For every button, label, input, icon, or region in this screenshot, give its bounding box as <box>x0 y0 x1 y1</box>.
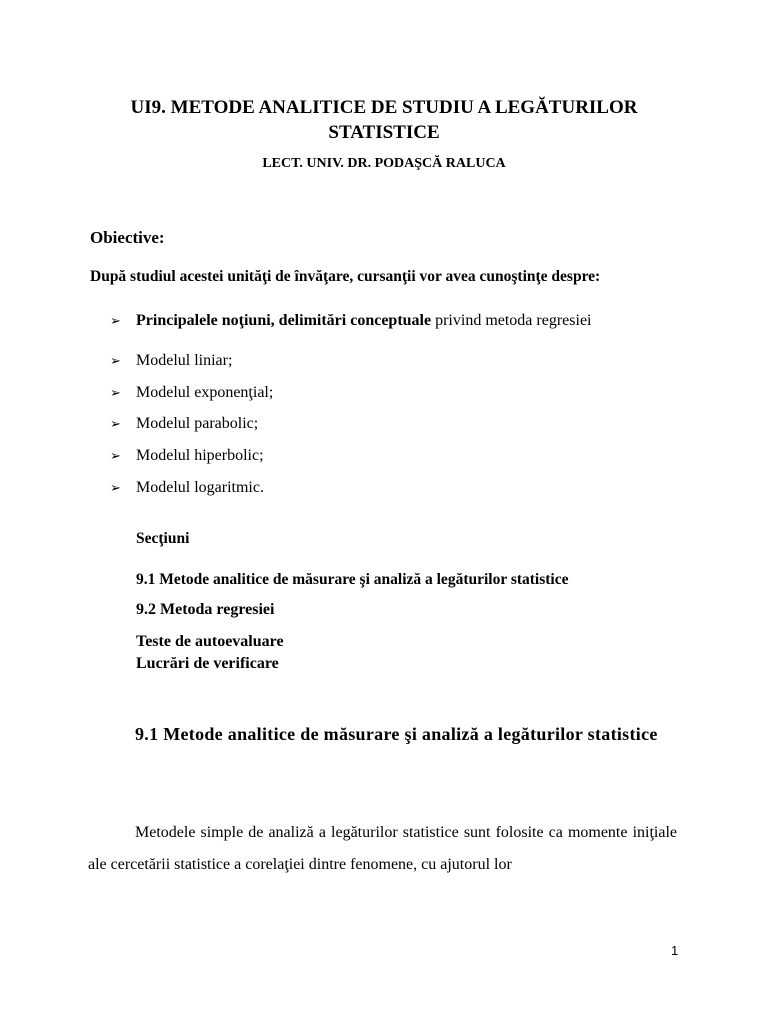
objective-item-6 <box>110 479 264 497</box>
objective-item-5 <box>110 447 264 465</box>
doc-author: LECT. UNIV. DR. PODAŞCĂ RALUCA <box>262 156 506 171</box>
doc-title-line-1: UI9. METODE ANALITICE DE STUDIU A LEGĂTURILOR <box>130 97 638 118</box>
arrow-bullet-icon: ➢ <box>110 449 121 464</box>
section-link-9-2: 9.2 Metoda regresiei <box>136 601 275 618</box>
arrow-bullet-icon: ➢ <box>110 386 121 401</box>
doc-title-line-2: STATISTICE <box>328 122 440 143</box>
section-link-9-1: 9.1 Metode analitice de măsurare şi analiză a legăturilor statistice <box>136 571 569 588</box>
arrow-bullet-icon: ➢ <box>110 417 121 432</box>
objective-item-3 <box>110 384 273 402</box>
objectives-heading: Obiective: <box>90 228 165 247</box>
objective-item-1-bold: Principalele noţiuni, delimitări conceptuale <box>136 312 432 329</box>
section-heading-9-1: 9.1 Metode analitice de măsurare şi analiză a legăturilor statistice <box>135 724 658 744</box>
sections-heading: Secţiuni <box>136 530 190 547</box>
arrow-bullet-icon: ➢ <box>110 314 121 329</box>
objective-item-1 <box>110 312 591 330</box>
section-link-tests: Teste de autoevaluare <box>136 633 284 650</box>
arrow-bullet-icon: ➢ <box>110 354 121 369</box>
objective-item-2-text: Modelul liniar; <box>136 352 233 369</box>
body-paragraph: Metodele simple de analiză a legăturilor statistice sunt folosite ca momente iniţiale ale cercetării statistice a corelaţiei dintre fenomene, cu ajutorul lor <box>88 824 677 873</box>
objective-item-3-text: Modelul exponenţial; <box>136 384 274 401</box>
objective-item-4 <box>110 415 258 433</box>
objective-item-2 <box>110 352 232 370</box>
objective-item-6-text: Modelul logaritmic. <box>136 479 264 496</box>
arrow-bullet-icon: ➢ <box>110 481 121 496</box>
objective-item-1-rest: privind metoda regresiei <box>431 312 592 329</box>
section-link-verification: Lucrări de verificare <box>136 655 279 672</box>
page-number: 1 <box>671 943 679 958</box>
objective-item-4-text: Modelul parabolic; <box>136 415 259 432</box>
objectives-intro: După studiul acestei unităţi de învăţare, cursanţii vor avea cunoştinţe despre: <box>90 268 601 285</box>
objective-item-5-text: Modelul hiperbolic; <box>136 447 264 464</box>
